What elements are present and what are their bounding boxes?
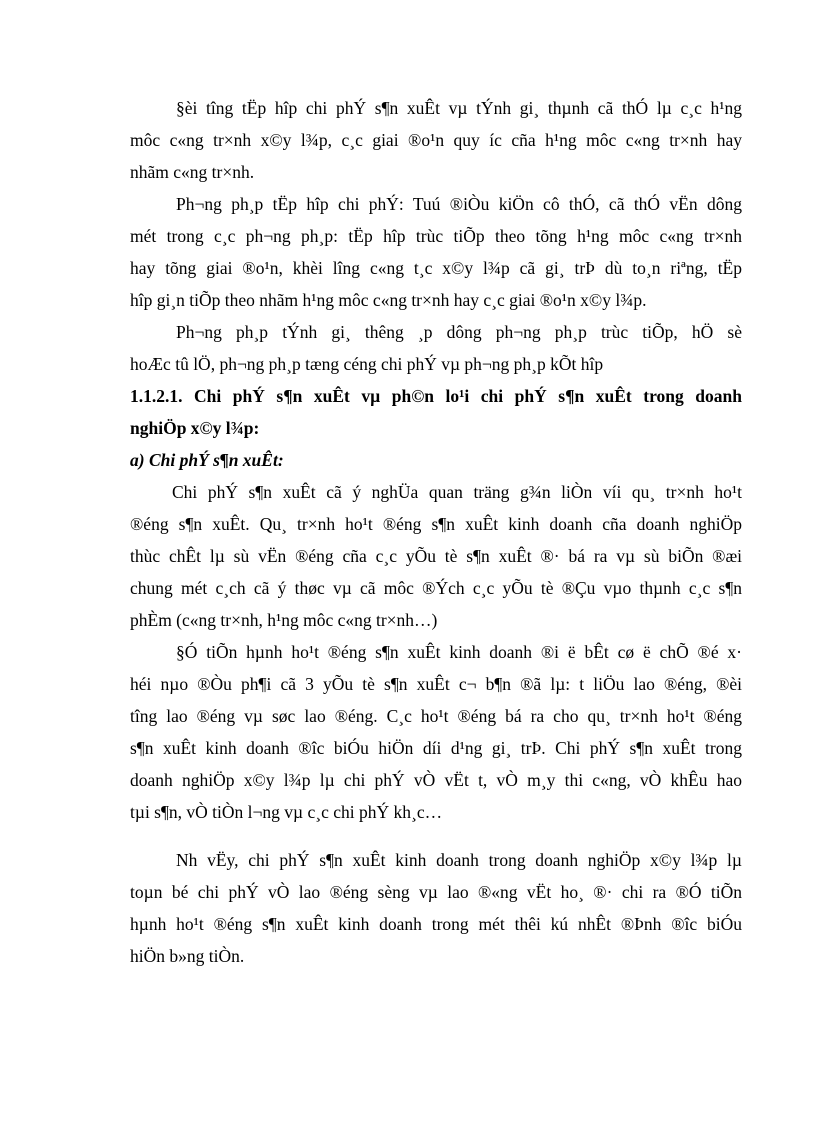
paragraph-1-line-3: nhãm c«ng tr×nh. <box>130 162 255 182</box>
paragraph-6-line-4: hiÖn b»ng tiÒn. <box>130 946 245 966</box>
section-heading-line-2: nghiÖp x©y l¾p: <box>130 418 260 438</box>
paragraph-5-line-1: §Ó tiÕn hµnh ho¹t ®éng s¶n xuÊt kinh doanh ®i ë bÊt cø ë chÕ ®é x· <box>176 642 742 662</box>
paragraph-2-line-4: hîp gi¸n tiÕp theo nhãm h¹ng môc c«ng tr×nh hay c¸c giai ®o¹n x©y l¾p. <box>130 290 647 310</box>
paragraph-4-line-3: thùc chÊt lµ sù vËn ®éng cña c¸c yÕu tè s¶n xuÊt ®· bá ra vµ sù biÕn ®æi <box>130 546 742 566</box>
paragraph-5-line-4: s¶n xuÊt kinh doanh ®îc biÓu hiÖn díi d¹ng gi¸ trÞ. Chi phÝ s¶n xuÊt trong <box>130 738 742 758</box>
paragraph-4-line-4: chung mét c¸ch cã ý thøc vµ cã môc ®Ých c¸c yÕu tè ®Çu vµo thµnh c¸c s¶n <box>130 578 742 598</box>
paragraph-1-line-2: môc c«ng tr×nh x©y l¾p, c¸c giai ®o¹n quy íc cña h¹ng môc c«ng tr×nh hay <box>130 130 742 150</box>
paragraph-5-line-5: doanh nghiÖp x©y l¾p lµ chi phÝ vÒ vËt t, vÒ m¸y thi c«ng, vÒ khÊu hao <box>130 770 742 790</box>
paragraph-4-line-2: ®éng s¶n xuÊt. Qu¸ tr×nh ho¹t ®éng s¶n xuÊt kinh doanh cña doanh nghiÖp <box>130 514 742 534</box>
subsection-heading: a) Chi phÝ s¶n xuÊt: <box>130 450 284 470</box>
paragraph-2-line-1: Ph¬ng ph¸p tËp hîp chi phÝ: Tuú ®iÒu kiÖn cô thÓ, cã thÓ vËn dông <box>176 194 742 214</box>
paragraph-1-line-1: §èi tîng tËp hîp chi phÝ s¶n xuÊt vµ tÝnh gi¸ thµnh cã thÓ lµ c¸c h¹ng <box>176 98 742 118</box>
paragraph-6-line-1: Nh vËy, chi phÝ s¶n xuÊt kinh doanh trong doanh nghiÖp x©y l¾p lµ <box>176 850 742 870</box>
paragraph-6-line-2: toµn bé chi phÝ vÒ lao ®éng sèng vµ lao ®«ng vËt ho¸ ®· chi ra ®Ó tiÕn <box>130 882 742 902</box>
paragraph-2-line-3: hay tõng giai ®o¹n, khèi lîng c«ng t¸c x©y l¾p cã gi¸ trÞ dù to¸n riªng, tËp <box>130 258 742 278</box>
section-heading-line-1: 1.1.2.1. Chi phÝ s¶n xuÊt vµ ph©n lo¹i chi phÝ s¶n xuÊt trong doanh <box>130 386 742 406</box>
paragraph-6-line-3: hµnh ho¹t ®éng s¶n xuÊt kinh doanh trong mét thêi kú nhÊt ®Þnh ®îc biÓu <box>130 914 742 934</box>
paragraph-2-line-2: mét trong c¸c ph¬ng ph¸p: tËp hîp trùc tiÕp theo tõng h¹ng môc c«ng tr×nh <box>130 226 742 246</box>
paragraph-5-line-2: héi nµo ®Òu ph¶i cã 3 yÕu tè s¶n xuÊt c¬ b¶n ®ã lµ: t liÖu lao ®éng, ®èi <box>130 674 742 694</box>
paragraph-3-line-1: Ph¬ng ph¸p tÝnh gi¸ thêng ¸p dông ph¬ng ph¸p trùc tiÕp, hÖ sè <box>176 322 742 342</box>
paragraph-5-line-6: tµi s¶n, vÒ tiÒn l¬ng vµ c¸c chi phÝ kh¸c… <box>130 802 443 822</box>
paragraph-5-line-3: tîng lao ®éng vµ søc lao ®éng. C¸c ho¹t ®éng bá ra cho qu¸ tr×nh ho¹t ®éng <box>130 706 742 726</box>
paragraph-4-line-5: phÈm (c«ng tr×nh, h¹ng môc c«ng tr×nh…) <box>130 610 438 630</box>
paragraph-3-line-2: hoÆc tû lÖ, ph¬ng ph¸p tæng céng chi phÝ vµ ph¬ng ph¸p kÕt hîp <box>130 354 604 374</box>
paragraph-4-line-1: Chi phÝ s¶n xuÊt cã ý nghÜa quan träng g¾n liÒn víi qu¸ tr×nh ho¹t <box>172 482 742 502</box>
